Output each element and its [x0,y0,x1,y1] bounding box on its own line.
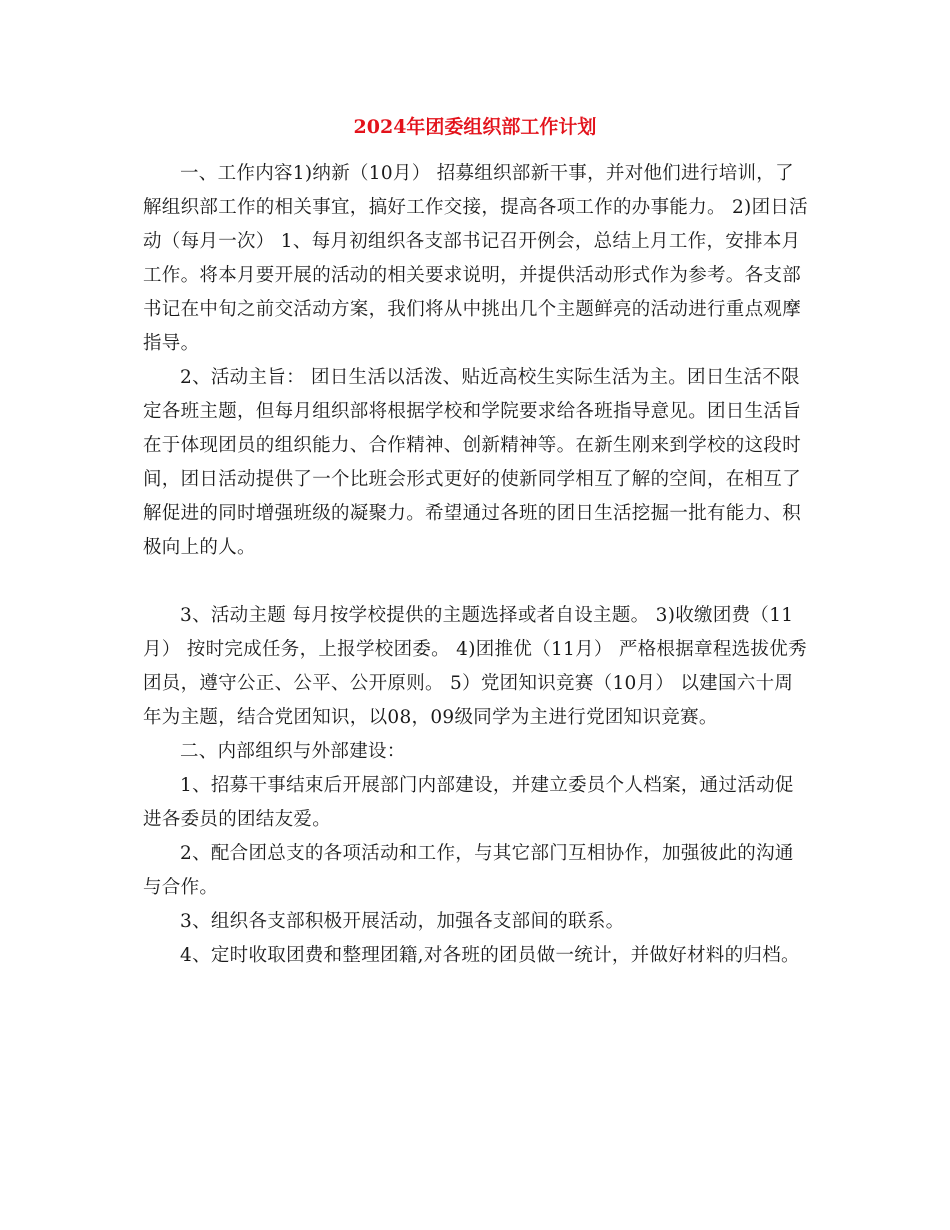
document-title: 2024年团委组织部工作计划 [353,116,597,138]
paragraph-work-content: 一、工作内容1)纳新（10月） 招募组织部新干事，并对他们进行培训，了解组织部工作的相关事宜，搞好工作交接，提高各项工作的办事能力。 2)团日活动（每月一次） 1、每月初组织各支部书记召开例会，总结上月工作，安排本月工作。将本月要开展的活动的相关要求说明，并提供活动形式作为参考。各支部书记在中旬之前交活动方案，我们将从中挑出几个主题鲜亮的活动进行重点观摩指导。 [143,163,808,354]
paragraph-item-1: 1、招募干事结束后开展部门内部建设，并建立委员个人档案，通过活动促进各委员的团结友爱。 [143,775,794,830]
paragraph-activity-theme: 3、活动主题 每月按学校提供的主题选择或者自设主题。 3)收缴团费（11月） 按时完成任务，上报学校团委。 4)团推优（11月） 严格根据章程选拔优秀团员，遵守公正、公平、公开原则。 5）党团知识竞赛（10月） 以建国六十周年为主题，结合党团知识，以08，09级同学为主进行党团知识竞赛。 [143,605,807,728]
paragraph-section-heading: 二、内部组织与外部建设： [180,741,406,762]
paragraph-item-4: 4、定时收取团费和整理团籍,对各班的团员做一统计，并做好材料的归档。 [180,945,800,966]
document-body [143,157,811,973]
paragraph-activity-purpose: 2、活动主旨： 团日生活以活泼、贴近高校生实际生活为主。团日生活不限定各班主题，但每月组织部将根据学校和学院要求给各班指导意见。团日生活旨在于体现团员的组织能力、合作精神、创新精神等。在新生刚来到学校的这段时间，团日活动提供了一个比班会形式更好的使新同学相互了解的空间，在相互了解促进的同时增强班级的凝聚力。希望通过各班的团日生活挖掘一批有能力、积极向上的人。 [143,367,802,558]
paragraph-item-2: 2、配合团总支的各项活动和工作，与其它部门互相协作，加强彼此的沟通与合作。 [143,843,794,898]
paragraph-item-3: 3、组织各支部积极开展活动，加强各支部间的联系。 [180,911,625,932]
